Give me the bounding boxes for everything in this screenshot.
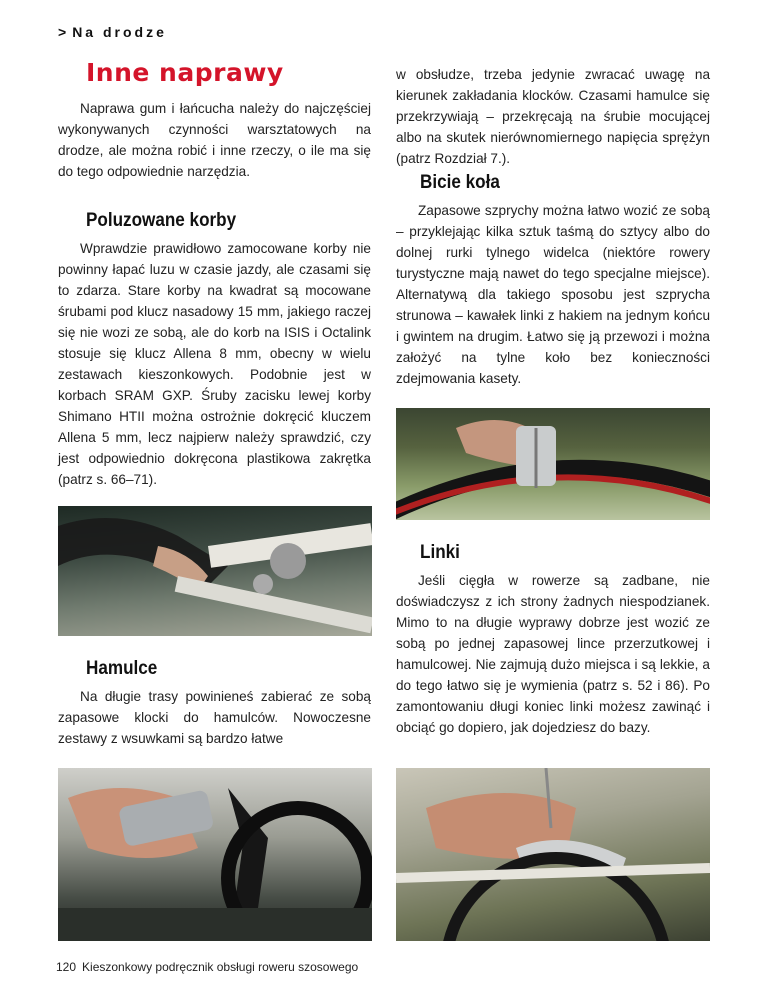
photo-cable-illustration xyxy=(396,768,710,941)
heading-linki: Linki xyxy=(420,542,460,563)
page-footer xyxy=(56,960,358,974)
heading-bicie-kola: Bicie koła xyxy=(420,172,500,193)
paragraph-linki: Jeśli cięgła w rowerze są zadbane, nie doświadczysz z ich strony żadnych niespodzianek. Mimo to na długie wyprawy dobrze jest wozić ze sobą po jednej zapasowej lince przerzutkowej i hamulcowej. Nie zajmują dużo miejsca i są lekkie, a do tego łatwo się je wymienia (patrz s. 52 i 86). Po zamontowaniu długi koniec linki możesz zawinąć i obciąć go dopiero, jak dojedziesz do bazy. xyxy=(396,573,710,735)
paragraph-hamulce-continued: w obsłudze, trzeba jedynie zwracać uwagę na kierunek zakładania klocków. Czasami hamulce się przekrzywiają – przekręcają na śrubie mocującej albo na skutek nierównomiernego napięcia sprężyn (patrz Rozdział 7.). xyxy=(396,67,710,166)
page-title: Inne naprawy xyxy=(86,58,284,87)
photo-crank-illustration xyxy=(58,506,372,636)
photo-wheel-truing xyxy=(396,408,710,520)
section-header xyxy=(58,24,167,40)
photo-brake-multitool xyxy=(58,768,372,941)
photo-wheel-illustration xyxy=(396,408,710,520)
header-section-name: Na drodze xyxy=(72,24,167,40)
paragraph-bicie-kola: Zapasowe szprychy można łatwo wozić ze sobą – przyklejając kilka sztuk taśmą do sztycy albo do dolnej rurki tylnego widelca (niektóre rowery turystyczne mają nawet do tego specjalne miejsce). Alternatywą dla takiego sposobu jest szprycha strunowa – kawałek linki z hakiem na jednym końcu i gwintem na drugim. Łatwo się ją przewozi i można założyć na tylne koło bez konieczności zdejmowania kasety. xyxy=(396,203,710,386)
header-arrow: > xyxy=(58,24,67,40)
paragraph-poluzowane-korby: Wprawdzie prawidłowo zamocowane korby nie powinny łapać luzu w czasie jazdy, ale czasami się to zdarza. Stare korby na kwadrat są mocowane śrubami pod klucz nasadowy 15 mm, jakiego raczej się nie wozi ze sobą, ale do korb na ISIS i Octalink stosuje się klucz Allena 8 mm, obecny w wielu zestawach kieszonkowych. Podobnie jest w korbach SRAM GXP. Śruby zacisku lewej korby Shimano HTII można ostrożnie dokręcić kluczem Allena 5 mm, lecz najpierw należy sprawdzić, czy jest odpowiednio dokręcona plastikowa zakrętka (patrz s. 66–71). xyxy=(58,241,371,487)
photo-brake-illustration xyxy=(58,768,372,941)
book-title: Kieszonkowy podręcznik obsługi roweru szosowego xyxy=(82,960,359,974)
photo-crank-repair xyxy=(58,506,372,636)
paragraph-hamulce: Na długie trasy powinieneś zabierać ze sobą zapasowe klocki do hamulców. Nowoczesne zestawy z wsuwkami są bardzo łatwe xyxy=(58,689,371,746)
heading-hamulce: Hamulce xyxy=(86,658,158,679)
heading-poluzowane-korby: Poluzowane korby xyxy=(86,210,237,231)
intro-paragraph: Naprawa gum i łańcucha należy do najczęściej wykonywanych czynności warsztatowych na drodze, ale można robić i inne rzeczy, o ile ma się do tego odpowiednie narzędzia. xyxy=(58,101,371,179)
photo-cable-replacement xyxy=(396,768,710,941)
page-number: 120 xyxy=(56,960,77,974)
